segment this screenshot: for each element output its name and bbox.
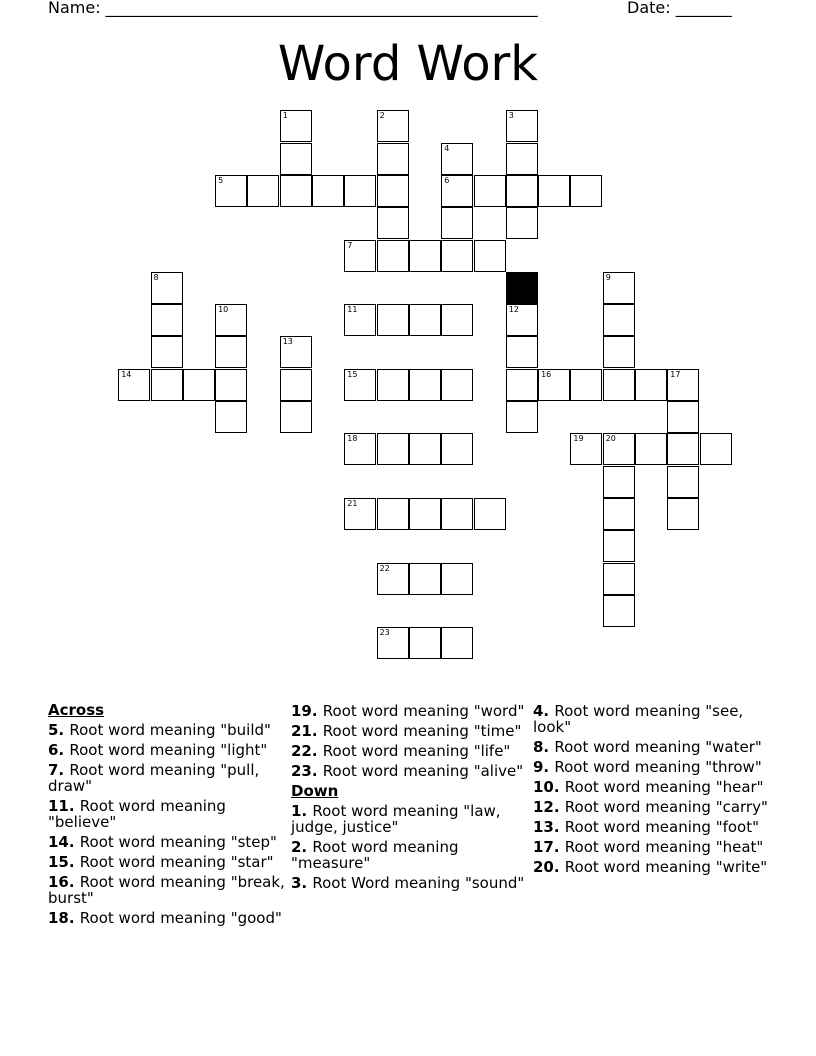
clue-number: 13	[282, 337, 293, 347]
grid-cell[interactable]	[409, 627, 441, 659]
grid-cell[interactable]	[441, 175, 473, 207]
grid-cell[interactable]	[409, 563, 441, 595]
grid-cell[interactable]	[377, 110, 409, 142]
clue-text: Root word meaning "star"	[79, 853, 274, 871]
grid-cell[interactable]	[441, 304, 473, 336]
grid-cell[interactable]	[441, 207, 473, 239]
grid-cell[interactable]	[344, 175, 376, 207]
clue-text: Root word meaning "hear"	[564, 778, 764, 796]
across-clue	[48, 722, 288, 738]
grid-cell[interactable]	[635, 369, 667, 401]
grid-cell[interactable]	[538, 369, 570, 401]
grid-cell[interactable]	[667, 369, 699, 401]
grid-cell[interactable]	[603, 272, 635, 304]
grid-cell[interactable]	[151, 272, 183, 304]
grid-cell[interactable]	[409, 240, 441, 272]
clue-text: Root Word meaning "sound"	[312, 874, 525, 892]
across-clue	[48, 910, 288, 926]
clue-text: Root word meaning "pull, draw"	[48, 761, 260, 795]
grid-cell[interactable]	[215, 336, 247, 368]
grid-cell[interactable]	[377, 175, 409, 207]
clue-text: Root word meaning "good"	[79, 909, 282, 927]
clue-number-label: 13.	[533, 818, 565, 836]
grid-cell[interactable]	[215, 175, 247, 207]
down-clue	[291, 803, 531, 835]
grid-cell[interactable]	[441, 433, 473, 465]
across-clue	[48, 834, 288, 850]
grid-cell[interactable]	[506, 175, 538, 207]
grid-cell[interactable]	[280, 336, 312, 368]
across-clue	[291, 723, 531, 739]
grid-cell[interactable]	[409, 433, 441, 465]
down-clue	[533, 819, 773, 835]
grid-cell[interactable]	[441, 627, 473, 659]
clue-text: Root word meaning "measure"	[291, 838, 459, 872]
clue-number-label: 6.	[48, 741, 70, 759]
grid-cell[interactable]	[506, 401, 538, 433]
clue-number: 6	[444, 175, 450, 185]
grid-cell[interactable]	[667, 498, 699, 530]
clue-text: Root word meaning "law, judge, justice"	[291, 802, 501, 836]
grid-cell[interactable]	[603, 498, 635, 530]
grid-cell[interactable]	[570, 369, 602, 401]
clue-number-label: 16.	[48, 873, 80, 891]
grid-cell[interactable]	[215, 304, 247, 336]
down-clue	[533, 859, 773, 875]
grid-cell[interactable]	[280, 110, 312, 142]
clue-text: Root word meaning "life"	[322, 742, 511, 760]
grid-cell[interactable]	[603, 530, 635, 562]
grid-cell[interactable]	[603, 304, 635, 336]
clue-text: Root word meaning "believe"	[48, 797, 226, 831]
clue-number-label: 12.	[533, 798, 565, 816]
grid-cell[interactable]	[151, 304, 183, 336]
clue-number-label: 5.	[48, 721, 70, 739]
clue-number-label: 3.	[291, 874, 313, 892]
grid-cell[interactable]	[667, 433, 699, 465]
across-clue	[291, 703, 531, 719]
down-clue	[291, 875, 531, 891]
grid-cell[interactable]	[344, 240, 376, 272]
grid-cell[interactable]	[183, 369, 215, 401]
clue-text: Root word meaning "carry"	[564, 798, 768, 816]
name-field-label: Name: ______________________________________________________	[48, 0, 538, 17]
clue-text: Root word meaning "light"	[69, 741, 268, 759]
grid-cell[interactable]	[344, 498, 376, 530]
clue-text: Root word meaning "heat"	[564, 838, 764, 856]
down-clue	[533, 703, 773, 735]
clue-number-label: 15.	[48, 853, 80, 871]
clue-number: 3	[508, 111, 514, 121]
clue-number-label: 4.	[533, 702, 555, 720]
clue-number-label: 1.	[291, 802, 313, 820]
clue-text: Root word meaning "throw"	[554, 758, 762, 776]
clue-number: 21	[347, 498, 358, 508]
grid-cell[interactable]	[441, 143, 473, 175]
across-clue	[48, 762, 288, 794]
clue-number: 8	[153, 272, 159, 282]
grid-cell[interactable]	[312, 175, 344, 207]
grid-cell[interactable]	[151, 336, 183, 368]
grid-cell[interactable]	[441, 498, 473, 530]
grid-cell[interactable]	[667, 401, 699, 433]
clue-number: 15	[347, 369, 358, 379]
clue-number: 4	[444, 143, 450, 153]
grid-cell[interactable]	[377, 304, 409, 336]
clue-number: 11	[347, 305, 358, 315]
grid-cell[interactable]	[474, 240, 506, 272]
grid-cell[interactable]	[506, 110, 538, 142]
clue-text: Root word meaning "step"	[79, 833, 277, 851]
clue-column-3	[533, 703, 773, 879]
clue-text: Root word meaning "water"	[554, 738, 762, 756]
clue-number-label: 14.	[48, 833, 80, 851]
grid-cell[interactable]	[603, 369, 635, 401]
grid-cell[interactable]	[118, 369, 150, 401]
clue-number: 20	[605, 434, 616, 444]
clue-number: 10	[218, 305, 229, 315]
clue-text: Root word meaning "foot"	[564, 818, 760, 836]
clue-text: Root word meaning "see, look"	[533, 702, 744, 736]
down-clue	[533, 799, 773, 815]
clue-number: 19	[573, 434, 584, 444]
down-clue	[533, 839, 773, 855]
clue-number-label: 17.	[533, 838, 565, 856]
grid-cell[interactable]	[506, 336, 538, 368]
grid-cell[interactable]	[474, 175, 506, 207]
grid-cell[interactable]	[280, 401, 312, 433]
clue-number: 14	[121, 369, 132, 379]
clue-text: Root word meaning "alive"	[322, 762, 524, 780]
clue-number: 23	[379, 628, 390, 638]
clue-number-label: 19.	[291, 702, 323, 720]
clue-number-label: 2.	[291, 838, 313, 856]
grid-cell[interactable]	[409, 369, 441, 401]
clue-number: 2	[379, 111, 385, 121]
across-clue	[291, 763, 531, 779]
grid-cell[interactable]	[409, 498, 441, 530]
grid-cell[interactable]	[441, 563, 473, 595]
clue-number-label: 20.	[533, 858, 565, 876]
across-clue	[48, 742, 288, 758]
clue-number-label: 8.	[533, 738, 555, 756]
clue-text: Root word meaning "break, burst"	[48, 873, 285, 907]
black-square	[506, 272, 538, 304]
grid-cell[interactable]	[603, 433, 635, 465]
grid-cell[interactable]	[603, 563, 635, 595]
across-heading: Across	[48, 701, 105, 719]
clue-text: Root word meaning "write"	[564, 858, 768, 876]
grid-cell[interactable]	[570, 433, 602, 465]
date-field-label: Date: _______	[627, 0, 732, 17]
grid-cell[interactable]	[506, 143, 538, 175]
clue-number: 18	[347, 434, 358, 444]
clue-number-label: 10.	[533, 778, 565, 796]
grid-cell[interactable]	[377, 240, 409, 272]
grid-cell[interactable]	[377, 433, 409, 465]
down-clue	[533, 759, 773, 775]
down-clue	[533, 739, 773, 755]
clue-number-label: 9.	[533, 758, 555, 776]
clue-number: 17	[670, 369, 681, 379]
across-clue	[48, 798, 288, 830]
down-clue	[291, 839, 531, 871]
clue-column-1	[48, 700, 288, 930]
grid-cell[interactable]	[409, 304, 441, 336]
grid-cell[interactable]	[441, 369, 473, 401]
across-clue	[291, 743, 531, 759]
clue-number: 1	[282, 111, 288, 121]
grid-cell[interactable]	[377, 143, 409, 175]
clue-text: Root word meaning "build"	[69, 721, 271, 739]
grid-cell[interactable]	[377, 563, 409, 595]
grid-cell[interactable]	[377, 627, 409, 659]
clue-number-label: 22.	[291, 742, 323, 760]
clue-column-2	[291, 703, 531, 895]
grid-cell[interactable]	[280, 143, 312, 175]
grid-cell[interactable]	[247, 175, 279, 207]
clue-number-label: 18.	[48, 909, 80, 927]
clue-number: 9	[605, 272, 611, 282]
grid-cell[interactable]	[344, 369, 376, 401]
clue-number: 12	[508, 305, 519, 315]
grid-cell[interactable]	[344, 433, 376, 465]
clue-text: Root word meaning "word"	[322, 702, 525, 720]
grid-cell[interactable]	[215, 401, 247, 433]
clue-number: 7	[347, 240, 353, 250]
grid-cell[interactable]	[506, 207, 538, 239]
clue-number: 22	[379, 563, 390, 573]
grid-cell[interactable]	[377, 207, 409, 239]
across-clue	[48, 874, 288, 906]
grid-cell[interactable]	[506, 369, 538, 401]
grid-cell[interactable]	[603, 595, 635, 627]
grid-cell[interactable]	[280, 369, 312, 401]
clue-number-label: 23.	[291, 762, 323, 780]
grid-cell[interactable]	[377, 498, 409, 530]
grid-cell[interactable]	[603, 466, 635, 498]
clue-text: Root word meaning "time"	[322, 722, 522, 740]
grid-cell[interactable]	[377, 369, 409, 401]
grid-cell[interactable]	[280, 175, 312, 207]
down-heading: Down	[291, 782, 339, 800]
across-clue	[48, 854, 288, 870]
page-title: Word Work	[277, 36, 539, 92]
grid-cell[interactable]	[151, 369, 183, 401]
grid-cell[interactable]	[441, 240, 473, 272]
grid-cell[interactable]	[474, 498, 506, 530]
grid-cell[interactable]	[506, 304, 538, 336]
clue-number-label: 11.	[48, 797, 80, 815]
grid-cell[interactable]	[667, 466, 699, 498]
clue-number-label: 7.	[48, 761, 70, 779]
down-clue	[533, 779, 773, 795]
grid-cell[interactable]	[570, 175, 602, 207]
grid-cell[interactable]	[538, 175, 570, 207]
grid-cell[interactable]	[344, 304, 376, 336]
clue-number-label: 21.	[291, 722, 323, 740]
clue-number: 5	[218, 175, 224, 185]
grid-cell[interactable]	[215, 369, 247, 401]
clue-number: 16	[541, 369, 552, 379]
grid-cell[interactable]	[603, 336, 635, 368]
grid-cell[interactable]	[635, 433, 667, 465]
grid-cell[interactable]	[700, 433, 732, 465]
